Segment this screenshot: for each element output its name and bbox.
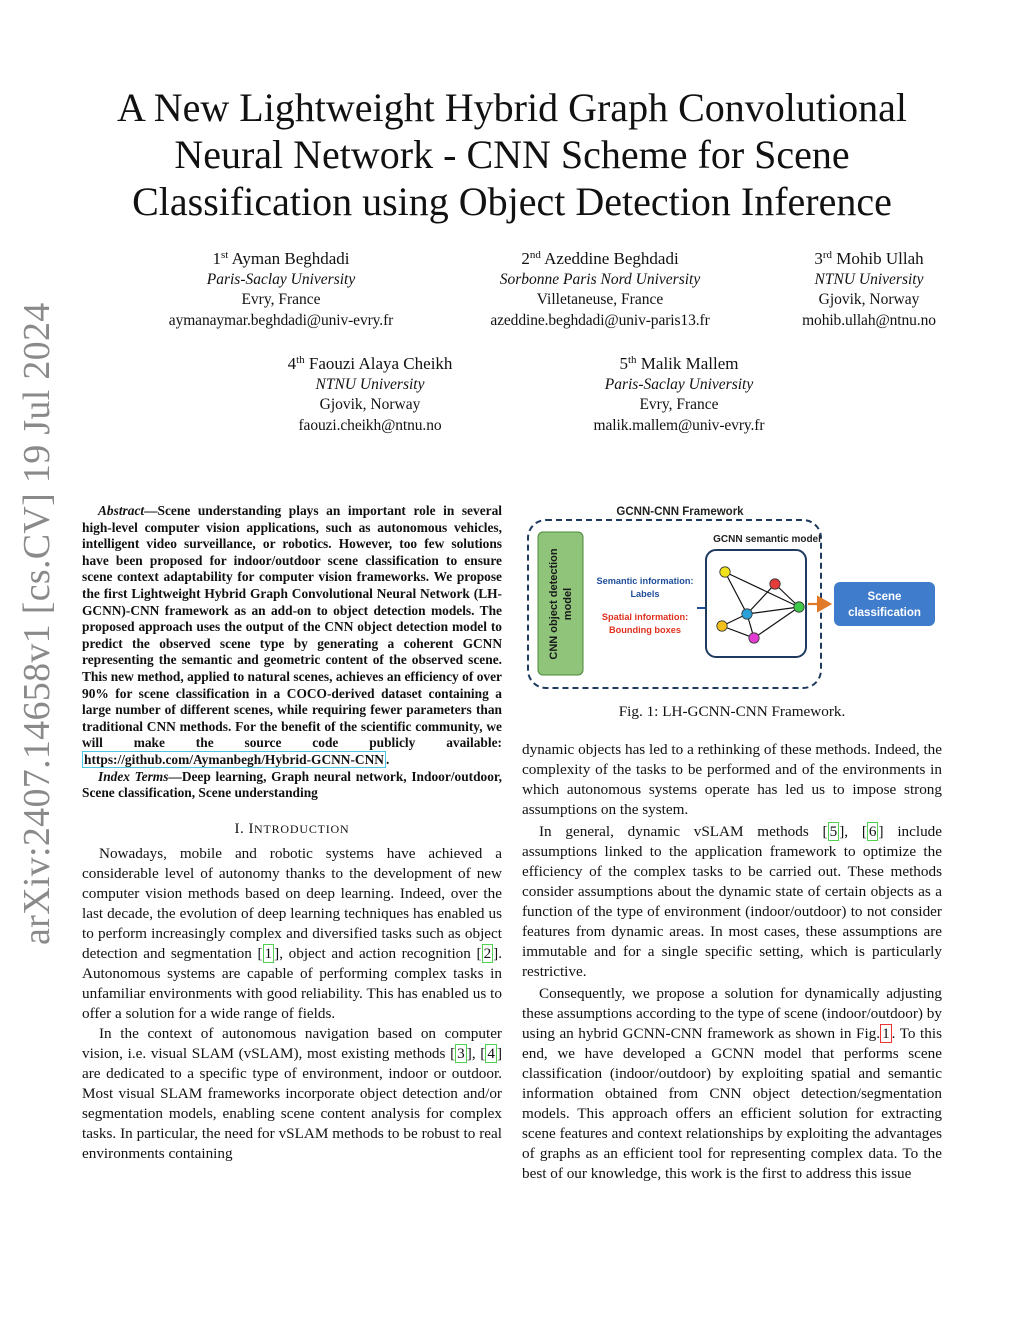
section-heading-introduction: I. INTRODUCTION	[234, 820, 350, 837]
figure-1-caption: Fig. 1: LH-GCNN-CNN Framework.	[618, 703, 846, 720]
citation-link[interactable]: 2	[483, 944, 492, 962]
author-place: Villetaneuse, France	[536, 291, 664, 308]
cnn-label-2: model	[562, 587, 574, 621]
author-email: malik.mallem@univ-evry.fr	[593, 416, 765, 434]
graph-node	[794, 602, 804, 612]
author-place: Evry, France	[639, 396, 719, 413]
cnn-block	[538, 532, 583, 675]
intro-paragraph-1: Nowadays, mobile and robotic systems have achieved a considerable level of autonomy thanks to the development of new computer vision methods based on deep learning. Indeed, over the last decade, the evolution of deep learning techniques has enabled us to perform increasingly complex and diversified tasks such as object detection and segmentation [ 1 ], object and action recognition [ 2 ]. Autonomous systems are capable of performing complex tasks in unfamiliar environments with good reliability. This has enabled us to offer a solution for a wide range of fields.	[82, 844, 503, 1022]
right-paragraph-2: Consequently, we propose a solution for dynamically adjusting these assumptions according to the type of scene (indoor/outdoor) by using an hybrid GCNN-CNN framework as shown in Fig. 1 . To this end, we have developed a GCNN model that performs scene classification (indoor/outdoor) by exploiting spatial and semantic information obtained from CNN object detection/segmentation models. This approach offers an efficient solution for extracting scene features and context relationships by exploiting the advantages of graphs as an efficient tool for representing complex data. To the best of our knowledge, this work is the first to address this issue	[522, 985, 943, 1182]
author-name: Mohib Ullah	[836, 249, 924, 268]
author-4: 4th Faouzi Alaya Cheikh NTNU University Gjovik, Norway faouzi.cheikh@ntnu.no	[260, 354, 480, 436]
graph-node	[720, 567, 730, 577]
author-email: faouzi.cheikh@ntnu.no	[298, 416, 442, 434]
author-place: Evry, France	[241, 291, 321, 308]
citation-link[interactable]: 4	[487, 1044, 495, 1062]
semantic-info-label: Semantic information:	[596, 576, 694, 586]
figure-ref-link[interactable]: 1	[882, 1025, 890, 1042]
right-column	[522, 740, 942, 1184]
graph-node	[749, 633, 759, 643]
framework-title: GCNN-CNN Framework	[616, 506, 744, 518]
citation-link[interactable]: 5	[829, 823, 838, 840]
spatial-info-label: Spatial information:	[601, 612, 689, 622]
graph-node	[770, 579, 780, 589]
author-5: 5th Malik Mallem Paris-Saclay University Evry, France malik.mallem@univ-evry.fr	[570, 354, 788, 436]
index-terms-label: Index Terms	[98, 768, 169, 784]
abstract-text: —Scene understanding plays an important role in several high-level computer vision applications, such as autonomous vehicles, intelligent video surveillance, or robotics. However, too few solutions have been proposed for indoor/outdoor scene classification to ensure scene context adaptability for computer vision frameworks. We propose the first Lightweight Hybrid Graph Convolutional Neural Network (LH-GCNN)-CNN framework as an add-on to object detection models. The proposed approach uses the output of the CNN object detection model to predict the observed scene type by generating a coherent GCNN representing the semantic and geometric content of the observed scene. This new method, applied to natural scenes, achieves an efficiency of over 90% for scene classification in a COCO-derived dataset containing a large number of different scenes, while requiring fewer parameters than traditional CNN methods. For the benefit of the scientific community, we will make the source code publicly available:	[82, 503, 502, 751]
right-paragraph-1: In general, dynamic vSLAM methods [ 5 ], [ 6 ] include assumptions linked to the application framework to optimize the efficiency of the complex tasks to be carried out. These methods consider assumptions about the dynamic state of certain objects as a function of the type of environment (indoor/outdoor) to not consider features from dynamic areas. In most cases, these assumptions are immutable and for a single specific setting, which is particularly restrictive.	[522, 823, 943, 980]
author-affiliation: NTNU University	[814, 270, 924, 288]
index-terms-text: —Deep learning, Graph neural network, Indoor/outdoor, Scene classification, Scene understanding	[82, 768, 502, 801]
author-name: Faouzi Alaya Cheikh	[308, 354, 453, 373]
paper-title: A New Lightweight Hybrid Graph Convolutional Neural Network - CNN Scheme for Scene Classification using Object Detection Inference	[117, 85, 907, 224]
index-terms	[82, 769, 502, 802]
graph-node	[742, 609, 752, 619]
left-column	[82, 503, 502, 1164]
citation-link[interactable]: 1	[264, 944, 273, 962]
figure-1-diagram	[525, 500, 940, 695]
author-email: mohib.ullah@ntnu.no	[802, 311, 936, 329]
author-affiliation: Paris-Saclay University	[604, 375, 754, 393]
scene-classification-block	[834, 582, 935, 626]
author-place: Gjovik, Norway	[319, 396, 421, 413]
author-affiliation: Paris-Saclay University	[206, 270, 356, 288]
cnn-label: CNN object detection	[548, 548, 560, 660]
author-name: Ayman Beghdadi	[231, 249, 350, 268]
citation-link[interactable]: 6	[868, 823, 877, 840]
spatial-info-value: Bounding boxes	[609, 625, 681, 635]
author-email: aymanaymar.beghdadi@univ-evry.fr	[168, 311, 394, 329]
semantic-info-value: Labels	[630, 589, 660, 599]
author-affiliation: NTNU University	[315, 375, 425, 393]
author-affiliation: Sorbonne Paris Nord University	[499, 270, 701, 288]
scene-classification-label-1: Scene	[867, 591, 902, 603]
author-3: 3rd Mohib Ullah NTNU University Gjovik, Norway mohib.ullah@ntnu.no	[784, 249, 954, 331]
author-name: Azeddine Beghdadi	[544, 249, 679, 268]
abstract: Abstract—Scene understanding plays an important role in several high-level computer vision applications, such as autonomous vehicles, intelligent video surveillance, or robotics. However, too few solutions have been proposed for indoor/outdoor scene classification to ensure scene context adaptability for computer vision frameworks. We propose the first Lightweight Hybrid Graph Convolutional Neural Network (LH-GCNN)-CNN framework as an add-on to object detection models. The proposed approach uses the output of the CNN object detection model to predict the observed scene type by generating a coherent GCNN representing the semantic and geometric content of the observed scene. This new method, applied to natural scenes, achieves an efficiency of over 90% for scene classification in a COCO-derived dataset containing a large number of different scenes, while requiring fewer parameters than traditional CNN methods. For the benefit of the scientific community, we will make the source code publicly available: https://github.com/Aymanbegh/Hybrid-GCNN-CNN .	[82, 503, 502, 767]
citation-link[interactable]: 3	[457, 1044, 465, 1062]
arxiv-stamp: arXiv:2407.14658v1 [cs.CV] 19 Jul 2024	[16, 302, 58, 945]
gcnn-title: GCNN semantic model	[713, 534, 821, 545]
abstract-label: Abstract	[98, 503, 145, 518]
source-code-link[interactable]: https://github.com/Aymanbegh/Hybrid-GCNN-CNN	[84, 751, 384, 767]
author-2: 2nd Azeddine Beghdadi Sorbonne Paris Nord University Villetaneuse, France azeddine.beghdadi@univ-paris13.fr	[460, 249, 740, 331]
author-1: 1st Ayman Beghdadi Paris-Saclay University Evry, France aymanaymar.beghdadi@univ-evry.fr	[140, 249, 422, 331]
author-place: Gjovik, Norway	[818, 291, 920, 308]
intro-paragraph-2: In the context of autonomous navigation based on computer vision, i.e. visual SLAM (vSLAM), most existing methods [ 3 ], [ 4 ] are dedicated to a specific type of environment, indoor or outdoor. Most visual SLAM frameworks incorporate object detection and/or segmentation models, enabling scene content analysis for complex tasks. In particular, the need for vSLAM methods to be robust to real environments containing	[82, 1024, 502, 1162]
graph-node	[717, 621, 727, 631]
author-email: azeddine.beghdadi@univ-paris13.fr	[490, 311, 710, 329]
scene-classification-label-2: classification	[848, 607, 921, 619]
right-paragraph-0: dynamic objects has led to a rethinking of these methods. Indeed, the complexity of the tasks to be performed and of the environments in which autonomous systems operate has led us to impose strong assumptions on the system.	[522, 741, 942, 818]
author-name: Malik Mallem	[640, 354, 739, 373]
